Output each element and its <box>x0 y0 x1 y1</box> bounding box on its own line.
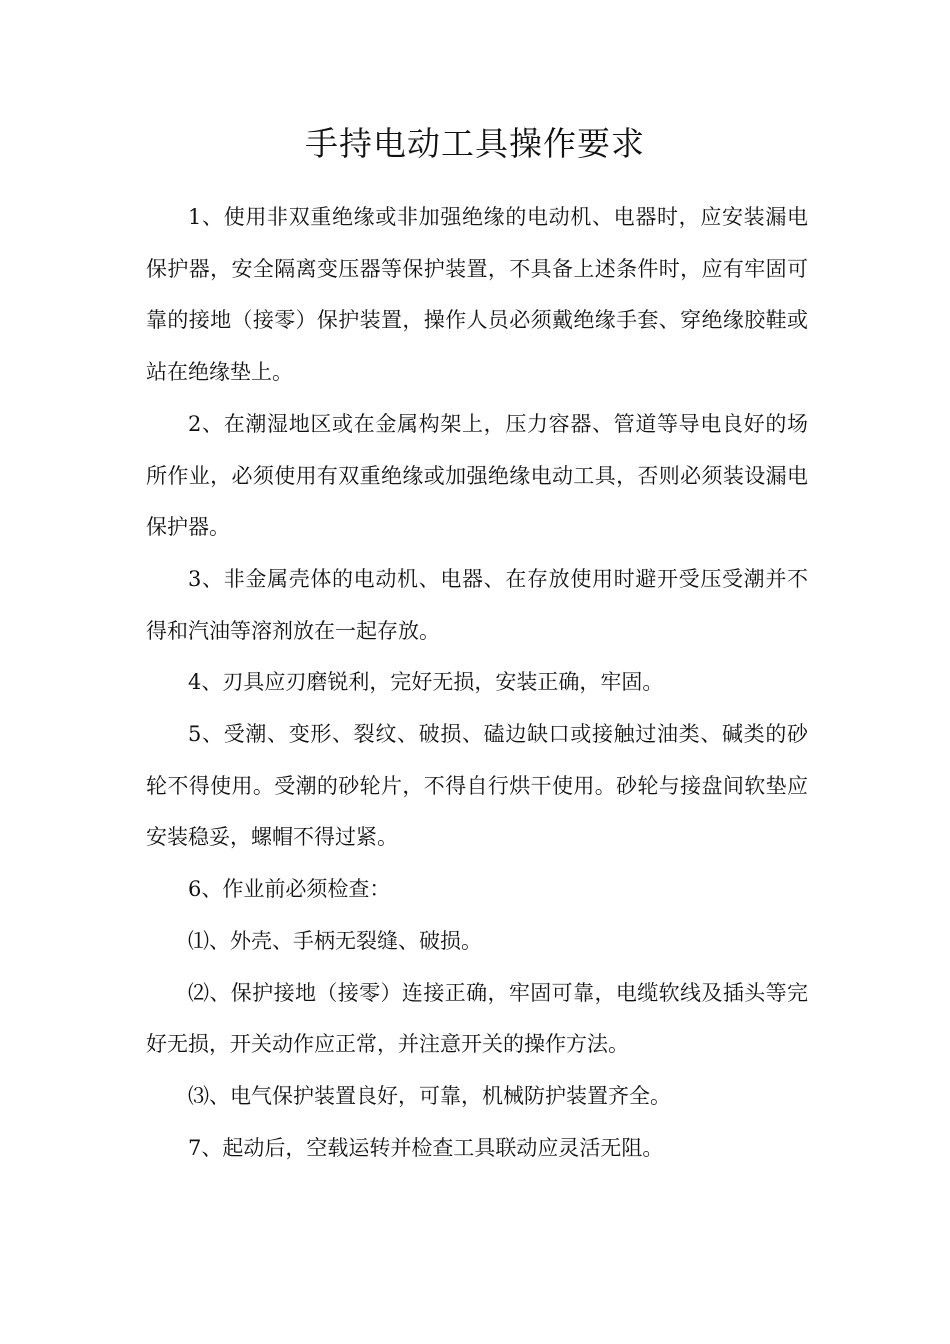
paragraph-4: 4、刃具应刃磨锐利，完好无损，安装正确，牢固。 <box>188 670 664 695</box>
document-body <box>146 192 808 1174</box>
sub-item-3: ⑶、电气保护装置良好，可靠，机械防护装置齐全。 <box>188 1083 671 1108</box>
paragraph-7: 7、起动后，空载运转并检查工具联动应灵活无阻。 <box>188 1135 664 1160</box>
sub-item-1: ⑴、外壳、手柄无裂缝、破损。 <box>188 928 482 953</box>
document-title: 手持电动工具操作要求 <box>305 124 645 163</box>
paragraph-5: 5、受潮、变形、裂纹、破损、磕边缺口或接触过油类、碱类的砂轮不得使用。受潮的砂轮片，不得自行烘干使用。砂轮与接盘间软垫应安装稳妥，螺帽不得过紧。 <box>146 722 808 850</box>
paragraph-2: 2、在潮湿地区或在金属构架上，压力容器、管道等导电良好的场所作业，必须使用有双重绝缘或加强绝缘电动工具，否则必须装设漏电保护器。 <box>146 411 808 540</box>
paragraph-1: 1、使用非双重绝缘或非加强绝缘的电动机、电器时，应安装漏电保护器，安全隔离变压器等保护装置，不具备上述条件时，应有牢固可靠的接地（接零）保护装置，操作人员必须戴绝缘手套、穿绝缘胶鞋或站在绝缘垫上。 <box>146 205 808 385</box>
paragraph-3: 3、非金属壳体的电动机、电器、在存放使用时避开受压受潮并不得和汽油等溶剂放在一起存放。 <box>146 566 808 643</box>
paragraph-6: 6、作业前必须检查： <box>188 877 391 902</box>
sub-item-2: ⑵、保护接地（接零）连接正确，牢固可靠，电缆软线及插头等完好无损，开关动作应正常，并注意开关的操作方法。 <box>146 980 808 1057</box>
